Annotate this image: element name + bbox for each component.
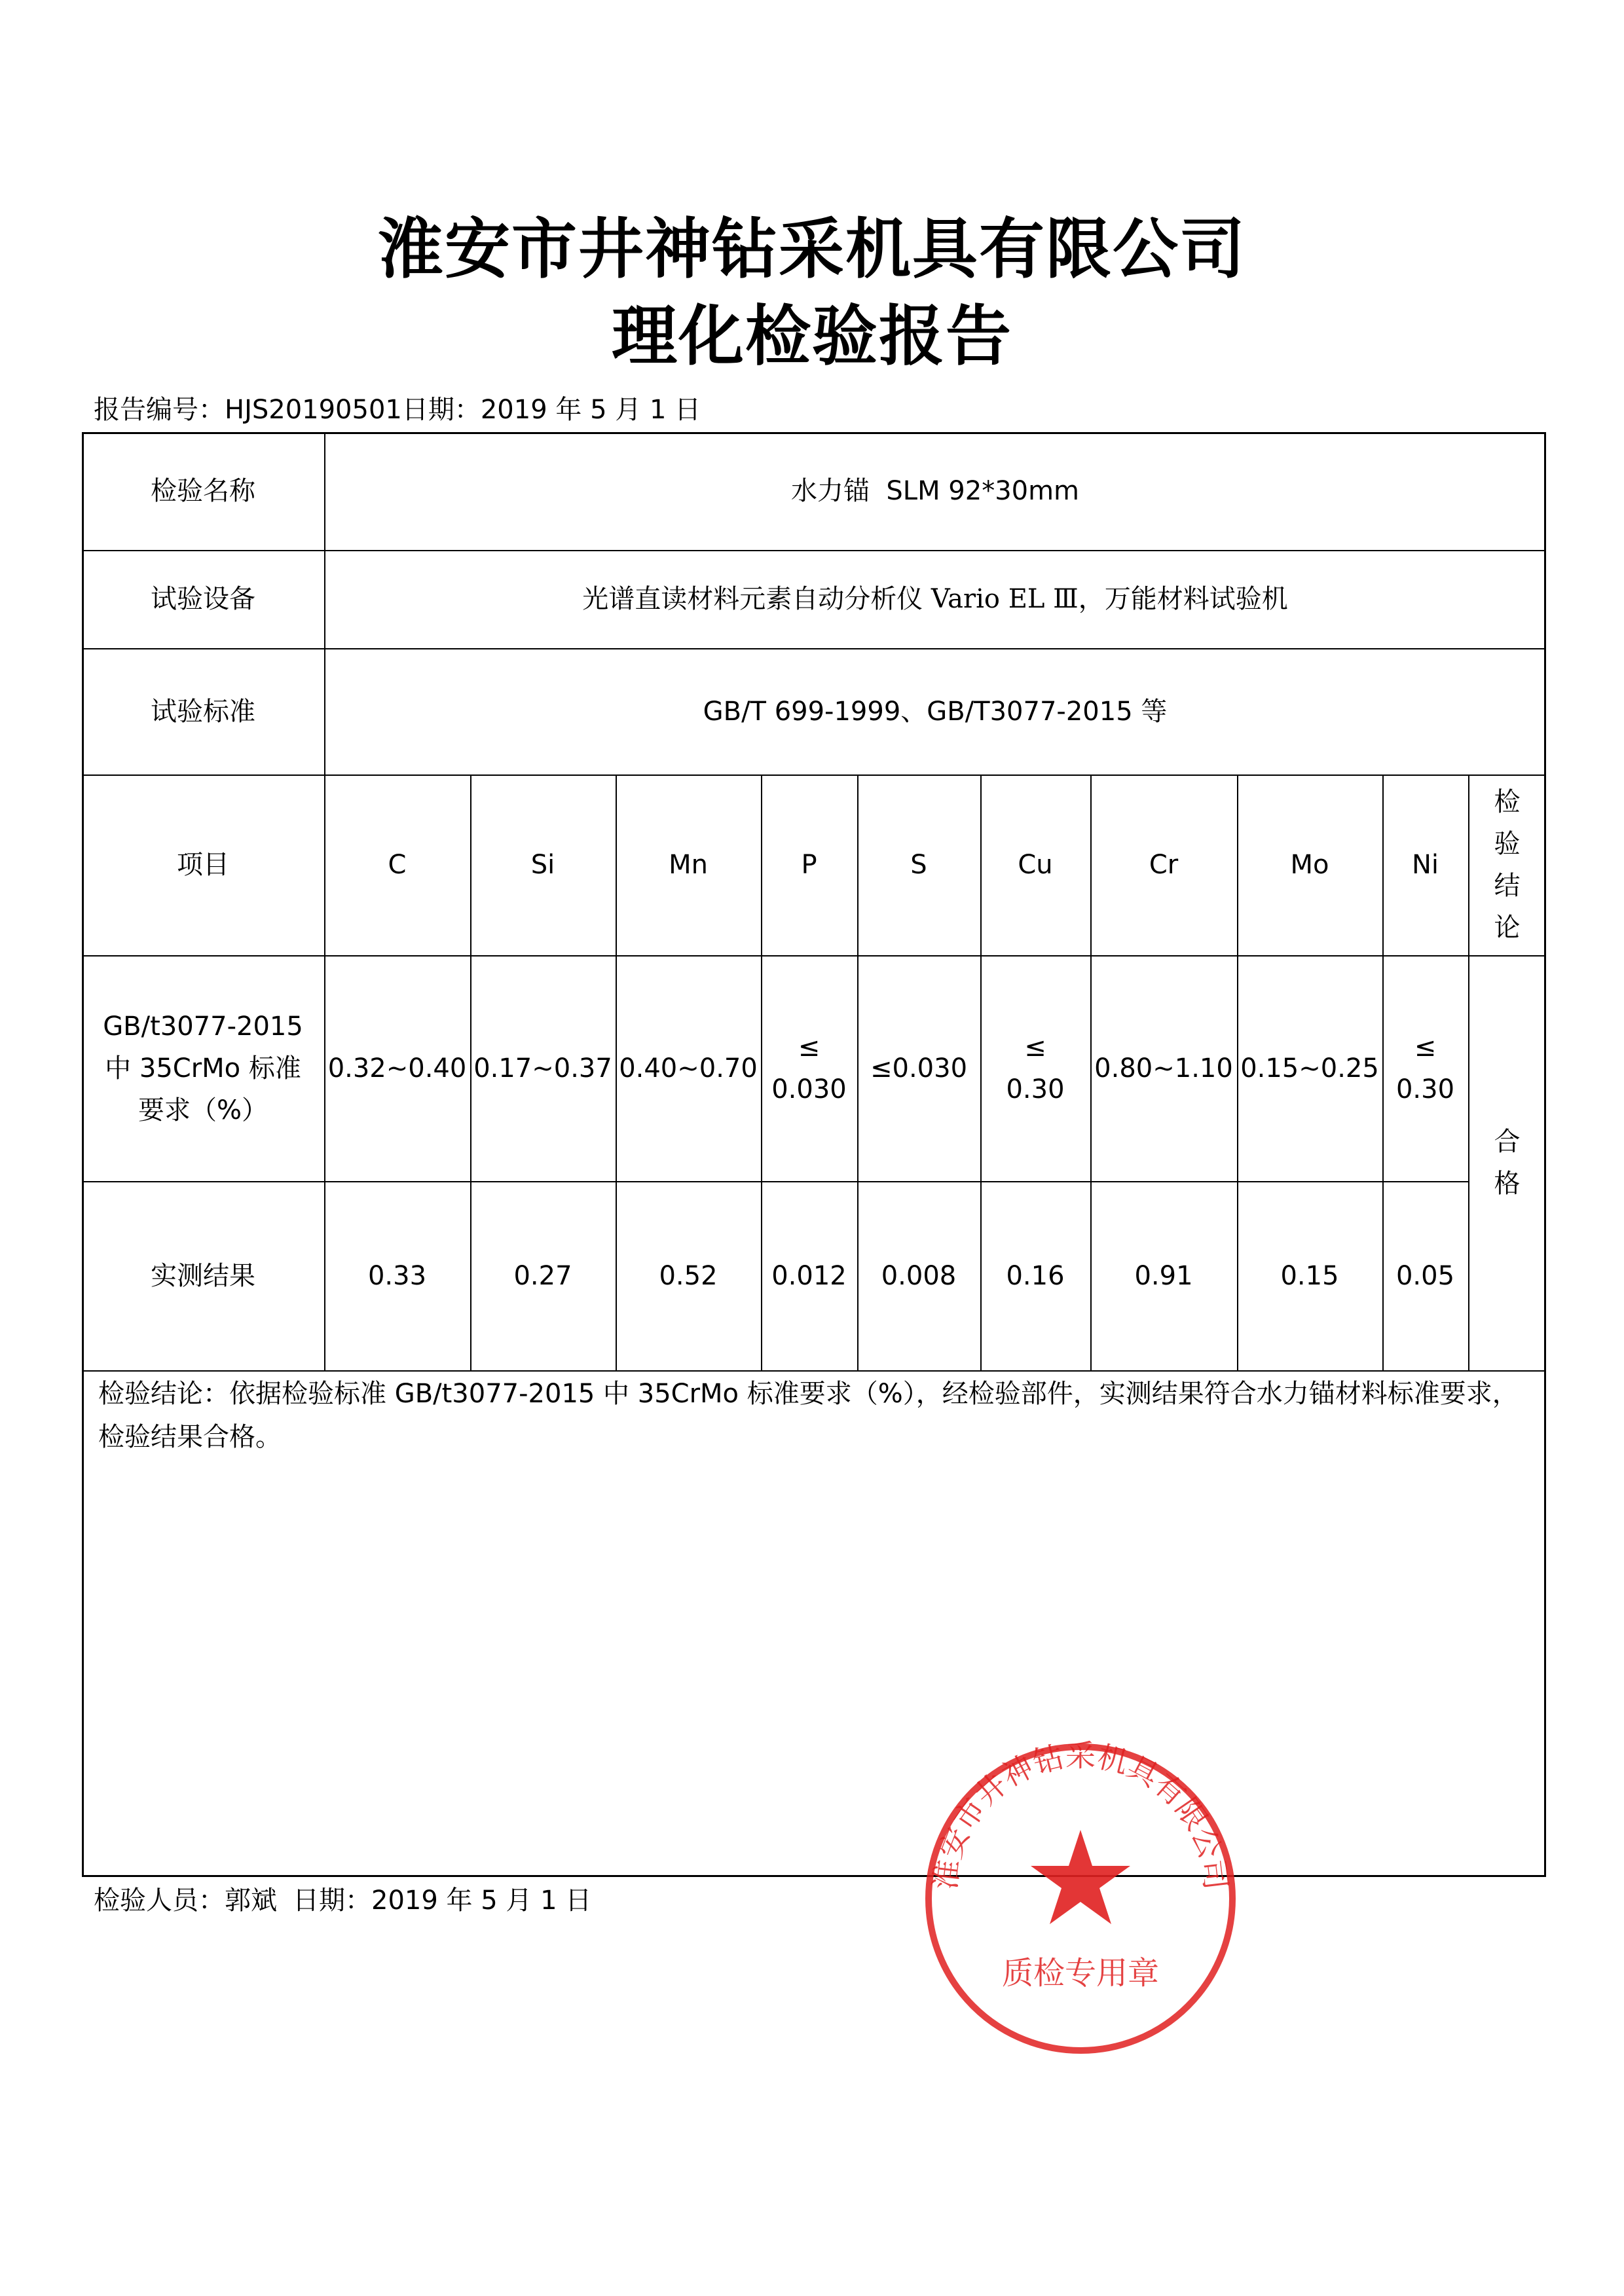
test-equipment-label: 试验设备: [151, 584, 255, 614]
standard-value-line: ≤: [1024, 1032, 1046, 1063]
element-header-ni: Ni: [1411, 850, 1439, 880]
standard-value-cr: 0.80~1.10: [1094, 1053, 1233, 1084]
standard-value-line: ≤: [1414, 1032, 1437, 1063]
footer-meta: [94, 1880, 591, 1917]
measured-value-mn: 0.52: [659, 1260, 718, 1291]
inspection-name-label: 检验名称: [151, 476, 255, 506]
seal-bottom-text: 质检专用章: [1001, 1955, 1160, 1992]
standard-value-line: 0.030: [771, 1074, 847, 1104]
standard-value-ni: [1382, 955, 1468, 1181]
standard-value-mn: 0.40~0.70: [619, 1053, 758, 1084]
footer-date: 日期：2019 年 5 月 1 日: [293, 1886, 592, 1916]
standard-label-line: GB/t3077-2015: [103, 1011, 303, 1042]
standard-requirement-label: [82, 955, 324, 1181]
inspection-name-value: 水力锚 SLM 92*30mm: [790, 476, 1080, 506]
test-standard-value: GB/T 699-1999、GB/T3077-2015 等: [703, 696, 1168, 727]
element-header-mo: Mo: [1290, 850, 1329, 880]
standard-label-line: 中 35CrMo 标准: [105, 1053, 301, 1084]
standard-value-p: [761, 955, 857, 1181]
measured-value-ni: 0.05: [1395, 1260, 1455, 1291]
measured-value-c: 0.33: [367, 1260, 427, 1291]
item-header: 项目: [177, 850, 229, 880]
seal-arc-text: 淮安市井神钻采机具有限公司: [927, 1738, 1234, 1892]
element-header-mn: Mn: [669, 850, 708, 880]
test-equipment-value: 光谱直读材料元素自动分析仪 Vario EL Ⅲ，万能材料试验机: [582, 584, 1288, 614]
standard-value-line: ≤: [798, 1032, 821, 1063]
measured-label: 实测结果: [151, 1260, 255, 1291]
standard-value-mo: 0.15~0.25: [1240, 1053, 1379, 1084]
measured-value-cu: 0.16: [1006, 1260, 1065, 1291]
standard-value-c: 0.32~0.40: [327, 1053, 467, 1084]
measured-value-p: 0.012: [771, 1260, 847, 1291]
measured-value-s: 0.008: [881, 1260, 957, 1291]
verdict-char: 合: [1494, 1127, 1521, 1157]
element-header-c: C: [388, 850, 407, 880]
verdict-char: 格: [1494, 1169, 1521, 1199]
standard-value-si: 0.17~0.37: [473, 1053, 612, 1084]
element-header-cu: Cu: [1018, 850, 1053, 880]
verdict-header-char: 检: [1494, 787, 1521, 817]
verdict-header-char: 结: [1494, 871, 1521, 901]
element-header-s: S: [910, 850, 927, 880]
standard-label-line: 要求（%）: [138, 1095, 268, 1125]
measured-value-cr: 0.91: [1134, 1260, 1193, 1291]
verdict-header: [1468, 774, 1546, 955]
table-rule: [82, 1370, 1546, 1372]
seal-star-icon: [1031, 1830, 1130, 1924]
element-header-p: P: [801, 850, 817, 880]
company-seal-stamp: [920, 1738, 1241, 2059]
report-title: 理化检验报告: [612, 297, 1012, 374]
report-meta: [94, 389, 701, 426]
company-title: 淮安市井神钻采机具有限公司: [378, 210, 1246, 287]
inspector-name: 检验人员：郭斌: [94, 1886, 277, 1916]
measured-value-si: 0.27: [513, 1260, 572, 1291]
standard-value-line: 0.30: [1006, 1074, 1065, 1104]
report-number: 报告编号：HJS20190501: [94, 395, 402, 425]
element-header-cr: Cr: [1149, 850, 1179, 880]
standard-value-line: 0.30: [1395, 1074, 1455, 1104]
standard-value-cu: [980, 955, 1090, 1181]
report-date: 日期：2019 年 5 月 1 日: [401, 395, 701, 425]
test-standard-label: 试验标准: [151, 696, 255, 727]
verdict-result: [1468, 955, 1546, 1370]
verdict-header-char: 验: [1494, 829, 1521, 859]
measured-value-mo: 0.15: [1280, 1260, 1339, 1291]
element-header-si: Si: [530, 850, 555, 880]
inspection-conclusion: 检验结论：依据检验标准 GB/t3077-2015 中 35CrMo 标准要求（%），经检验部件，实测结果符合水力锚材料标准要求，检验结果合格。: [98, 1379, 1519, 1452]
verdict-header-char: 论: [1494, 913, 1521, 943]
standard-value-s: ≤0.030: [870, 1053, 968, 1084]
